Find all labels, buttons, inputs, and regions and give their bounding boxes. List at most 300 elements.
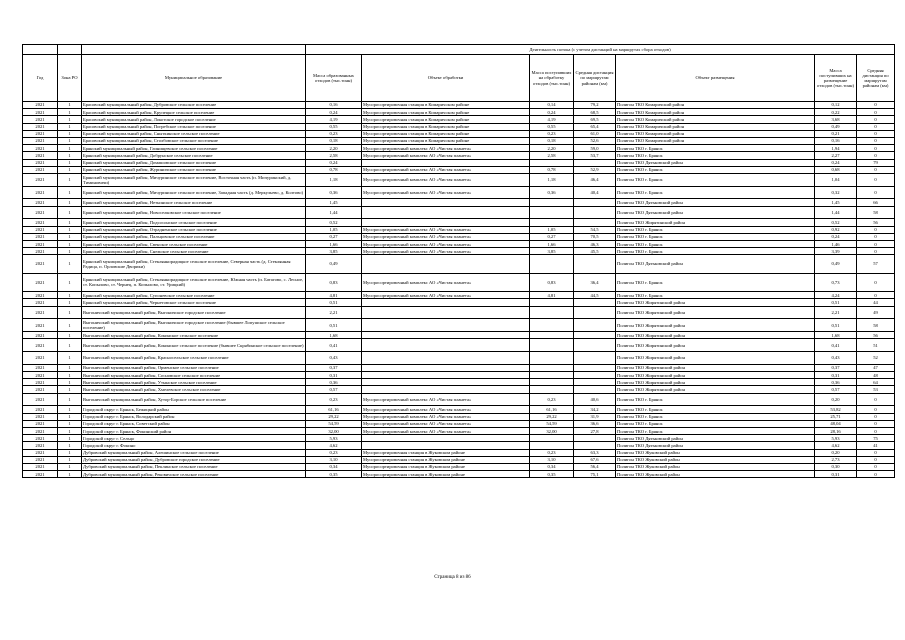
table-cell: Брянский муниципальный район, Подсосонское сельское поселение: [82, 219, 306, 226]
table-cell: 2021: [23, 352, 58, 365]
table-row: [23, 173, 895, 186]
table-row: [23, 102, 895, 109]
table-cell: [362, 442, 530, 449]
column-header: Масса поступивших на обработку отходов (тыс.тонн): [530, 55, 574, 102]
table-cell: 1: [58, 186, 82, 199]
table-cell: 1: [58, 226, 82, 233]
table-cell: [574, 435, 616, 442]
table-cell: 2021: [23, 449, 58, 456]
table-cell: 1,44: [306, 206, 362, 219]
table-cell: Мусоросортировочный комплекс АО «Чистая планета»: [362, 226, 530, 233]
table-cell: Мусоросортировочный комплекс АО «Чистая планета»: [362, 233, 530, 240]
table-cell: [574, 332, 616, 339]
table-cell: 0,55: [306, 123, 362, 130]
table-cell: 1,18: [530, 173, 574, 186]
table-cell: Мусоросортировочный комплекс АО «Чистая планета»: [362, 406, 530, 413]
table-cell: Полигон ТКО Жирятинский район: [616, 306, 815, 319]
table-cell: 0,52: [306, 219, 362, 226]
table-cell: 0,92: [815, 226, 857, 233]
table-cell: 1: [58, 130, 82, 137]
table-cell: 40,4: [574, 186, 616, 199]
table-cell: 31,9: [574, 413, 616, 420]
table-cell: Полигон ТКО г. Брянск: [616, 248, 815, 255]
table-cell: 3,85: [530, 248, 574, 255]
table-cell: 2021: [23, 145, 58, 152]
table-cell: Брянский муниципальный район, Снежское сельское поселение: [82, 248, 306, 255]
table-cell: Полигон ТКО Дятьковский район: [616, 442, 815, 449]
table-cell: 0,36: [530, 186, 574, 199]
table-cell: 0: [857, 273, 895, 291]
table-cell: 2021: [23, 420, 58, 427]
table-row: [23, 273, 895, 291]
table-cell: 0,24: [306, 109, 362, 116]
table-cell: 0,51: [306, 299, 362, 306]
table-cell: 0,51: [815, 299, 857, 306]
table-cell: 1: [58, 420, 82, 427]
table-cell: 0,37: [815, 364, 857, 371]
table-cell: 2021: [23, 109, 58, 116]
table-cell: Мусоросортировочная станция в Комаричском районе: [362, 116, 530, 123]
table-row: [23, 255, 895, 273]
table-cell: 1,68: [306, 332, 362, 339]
table-cell: 1: [58, 109, 82, 116]
table-cell: 1: [58, 173, 82, 186]
table-cell: 0,78: [306, 166, 362, 173]
table-cell: 4,24: [815, 292, 857, 299]
table-cell: 36,4: [574, 273, 616, 291]
table-cell: 1: [58, 248, 82, 255]
table-cell: 0,23: [530, 130, 574, 137]
table-cell: 1: [58, 339, 82, 352]
table-row: [23, 299, 895, 306]
table-cell: Полигон ТКО г. Брянск: [616, 186, 815, 199]
table-cell: 2021: [23, 435, 58, 442]
table-cell: 0,51: [306, 319, 362, 332]
table-cell: 0,23: [306, 449, 362, 456]
table-cell: 1,18: [306, 173, 362, 186]
table-cell: Городской округ г. Брянск, Володарский район: [82, 413, 306, 420]
table-cell: 0,22: [815, 109, 857, 116]
table-cell: Мусоросортировочный комплекс АО «Чистая планета»: [362, 292, 530, 299]
table-cell: 0,31: [815, 471, 857, 478]
table-cell: Полигон ТКО Комаричский район: [616, 109, 815, 116]
table-cell: 0: [857, 449, 895, 456]
table-cell: Мусоросортировочная станция в Комаричском районе: [362, 123, 530, 130]
table-cell: Брасовский муниципальный район, Погребское сельское поселение: [82, 123, 306, 130]
table-cell: Выгоничский муниципальный район, Утынское сельское поселение: [82, 379, 306, 386]
table-cell: Полигон ТКО г. Брянск: [616, 413, 815, 420]
table-cell: 0,27: [530, 233, 574, 240]
table-cell: 53,7: [574, 152, 616, 159]
column-header: Муниципальное образование: [82, 55, 306, 102]
table-cell: 0,18: [530, 137, 574, 144]
table-cell: 0,30: [815, 463, 857, 470]
table-row: [23, 233, 895, 240]
table-cell: 0,57: [815, 386, 857, 393]
table-cell: Мусоросортировочный комплекс АО «Чистая планета»: [362, 428, 530, 435]
table-cell: Полигон ТКО Жуковский район: [616, 449, 815, 456]
table-cell: 1: [58, 159, 82, 166]
table-cell: 2021: [23, 166, 58, 173]
table-cell: 1: [58, 137, 82, 144]
table-cell: 0,24: [530, 109, 574, 116]
table-cell: Полигон ТКО Жирятинский район: [616, 332, 815, 339]
table-cell: Полигон ТКО г. Брянск: [616, 233, 815, 240]
header-empty: [23, 45, 58, 55]
column-header: Масса образованных отходов (тыс.тонн): [306, 55, 362, 102]
table-cell: 0: [857, 241, 895, 248]
table-cell: 2021: [23, 173, 58, 186]
table-cell: 2021: [23, 306, 58, 319]
table-cell: 2021: [23, 102, 58, 109]
table-cell: Мусоросортировочная станция в Комаричском районе: [362, 137, 530, 144]
table-cell: Брянский муниципальный район, Мичуринское сельское поселение, Западная часть (д. Меркульево, д. Колтово): [82, 186, 306, 199]
table-cell: Брянский муниципальный район, Домашовское сельское поселение: [82, 159, 306, 166]
table-cell: 1,44: [815, 206, 857, 219]
table-cell: 0: [857, 116, 895, 123]
table-cell: 65,4: [574, 123, 616, 130]
table-cell: Брянский муниципальный район, Глинищевское сельское поселение: [82, 145, 306, 152]
table-cell: 3,39: [815, 248, 857, 255]
table-row: [23, 206, 895, 219]
table-cell: 0,49: [815, 123, 857, 130]
table-cell: [362, 319, 530, 332]
table-cell: [362, 379, 530, 386]
table-cell: 59,0: [574, 145, 616, 152]
table-cell: [530, 364, 574, 371]
column-header: Объект размещения: [616, 55, 815, 102]
table-cell: Полигон ТКО Дятьковский район: [616, 255, 815, 273]
table-cell: 49: [857, 306, 895, 319]
table-cell: 75: [857, 435, 895, 442]
table-cell: 1: [58, 456, 82, 463]
table-row: [23, 241, 895, 248]
table-cell: Полигон ТКО г. Брянск: [616, 428, 815, 435]
table-row: [23, 130, 895, 137]
header-empty: [58, 45, 82, 55]
table-cell: 0,55: [530, 123, 574, 130]
table-cell: [574, 442, 616, 449]
table-cell: Брянский муниципальный район, Отрадненское сельское поселение: [82, 226, 306, 233]
table-cell: 0: [857, 102, 895, 109]
column-header: Средняя дистанция по маршрутам районам (км): [574, 55, 616, 102]
table-cell: 0: [857, 186, 895, 199]
table-cell: 1: [58, 332, 82, 339]
table-cell: 28,16: [815, 428, 857, 435]
table-cell: 79: [857, 159, 895, 166]
table-cell: 0,21: [815, 130, 857, 137]
table-cell: 2,27: [815, 152, 857, 159]
table-cell: Полигон ТКО г. Брянск: [616, 166, 815, 173]
table-cell: 0,51: [815, 319, 857, 332]
table-row: [23, 456, 895, 463]
table-cell: 57: [857, 255, 895, 273]
table-cell: 2021: [23, 339, 58, 352]
table-cell: 4,81: [306, 292, 362, 299]
table-cell: 2021: [23, 406, 58, 413]
table-cell: 4,19: [306, 116, 362, 123]
table-cell: 5,93: [306, 435, 362, 442]
table-cell: 52,6: [574, 137, 616, 144]
table-cell: Полигон ТКО Жирятинский район: [616, 299, 815, 306]
table-cell: 0,23: [306, 393, 362, 406]
table-cell: Полигон ТКО Дятьковский район: [616, 199, 815, 206]
table-cell: [530, 255, 574, 273]
table-cell: Мусоросортировочный комплекс АО «Чистая планета»: [362, 248, 530, 255]
table-cell: Мусоросортировочный комплекс АО «Чистая планета»: [362, 413, 530, 420]
table-cell: [574, 372, 616, 379]
table-cell: 2021: [23, 241, 58, 248]
table-cell: Полигон ТКО г. Брянск: [616, 241, 815, 248]
table-cell: 0,52: [815, 219, 857, 226]
table-cell: 75,1: [574, 471, 616, 478]
table-cell: 2021: [23, 273, 58, 291]
table-cell: 0,31: [306, 372, 362, 379]
table-cell: [530, 352, 574, 365]
table-cell: 48,04: [815, 420, 857, 427]
table-cell: Дубровский муниципальный район, Дубровское городское поселение: [82, 456, 306, 463]
table-cell: 1,46: [815, 241, 857, 248]
table-cell: Брянский муниципальный район, Мичуринское сельское поселение, Восточная часть (п. Мичуринский, д. Тиминовичи): [82, 173, 306, 186]
table-cell: [362, 159, 530, 166]
table-cell: Мусоросортировочная станция в Комаричском районе: [362, 130, 530, 137]
waste-flow-table: [22, 44, 895, 478]
table-cell: 2021: [23, 248, 58, 255]
table-cell: 1: [58, 449, 82, 456]
table-cell: 54,59: [306, 420, 362, 427]
table-cell: 2021: [23, 471, 58, 478]
table-cell: 61,16: [306, 406, 362, 413]
table-row: [23, 379, 895, 386]
table-cell: 2021: [23, 123, 58, 130]
table-cell: 0,37: [306, 364, 362, 371]
table-cell: 4,19: [530, 116, 574, 123]
table-cell: [574, 199, 616, 206]
table-cell: Полигон ТКО г. Брянск: [616, 145, 815, 152]
table-cell: [362, 306, 530, 319]
table-cell: [574, 364, 616, 371]
table-cell: Полигон ТКО Жирятинский район: [616, 352, 815, 365]
table-cell: 0: [857, 413, 895, 420]
table-cell: 56,4: [574, 463, 616, 470]
table-cell: Мусоросортировочный комплекс АО «Чистая планета»: [362, 186, 530, 199]
table-cell: Выгоничский муниципальный район, Кокинское сельское поселение (бывшее Скрябинское сельское поселение): [82, 339, 306, 352]
table-cell: Брянский муниципальный район, Свенское сельское поселение: [82, 241, 306, 248]
table-cell: Полигон ТКО Жирятинский район: [616, 219, 815, 226]
table-cell: Полигон ТКО Жуковский район: [616, 456, 815, 463]
table-cell: 1: [58, 299, 82, 306]
table-row: [23, 166, 895, 173]
column-header: Зона РО: [58, 55, 82, 102]
table-cell: 2,20: [530, 145, 574, 152]
table-cell: Брянский муниципальный район, Новоселковское сельское поселение: [82, 206, 306, 219]
table-cell: [530, 379, 574, 386]
table-cell: [362, 199, 530, 206]
table-cell: 56: [857, 332, 895, 339]
table-cell: Выгоничский муниципальный район, Хутор-Борское сельское поселение: [82, 393, 306, 406]
table-cell: 79,2: [574, 102, 616, 109]
table-cell: [574, 206, 616, 219]
table-row: [23, 332, 895, 339]
table-cell: Выгоничский муниципальный район, Хмелевское сельское поселение: [82, 386, 306, 393]
column-header: Масса поступивших на размещение отходов (тыс.тонн): [815, 55, 857, 102]
table-cell: 25,71: [815, 413, 857, 420]
table-cell: Брасовский муниципальный район, Локотское городское поселение: [82, 116, 306, 123]
table-cell: 1: [58, 442, 82, 449]
table-cell: Выгоничский муниципальный район, Орменское сельское поселение: [82, 364, 306, 371]
table-cell: [530, 159, 574, 166]
table-cell: 47: [857, 364, 895, 371]
table-cell: 0,36: [815, 379, 857, 386]
table-cell: 69,5: [574, 116, 616, 123]
table-cell: 2021: [23, 116, 58, 123]
table-cell: Мусоросортировочная станция в Комаричском районе: [362, 109, 530, 116]
table-cell: 0,73: [815, 273, 857, 291]
table-cell: 2021: [23, 372, 58, 379]
table-cell: [574, 299, 616, 306]
table-cell: Брасовский муниципальный район, Крупецкое сельское поселение: [82, 109, 306, 116]
table-cell: 1,45: [815, 199, 857, 206]
table-cell: 2021: [23, 130, 58, 137]
table-cell: 0,24: [815, 159, 857, 166]
table-row: [23, 435, 895, 442]
table-cell: Городской округ г. Фокино: [82, 442, 306, 449]
table-cell: 46,4: [574, 173, 616, 186]
table-row: [23, 420, 895, 427]
table-cell: Брасовский муниципальный район, Столбовское сельское поселение: [82, 137, 306, 144]
table-cell: 2,21: [815, 306, 857, 319]
table-cell: [362, 206, 530, 219]
table-cell: [530, 435, 574, 442]
table-cell: [362, 372, 530, 379]
table-cell: 61,16: [530, 406, 574, 413]
table-cell: Брянский муниципальный район, Пальцовское сельское поселение: [82, 233, 306, 240]
table-cell: 1: [58, 145, 82, 152]
table-cell: 1: [58, 319, 82, 332]
table-cell: 32,00: [530, 428, 574, 435]
table-cell: Городской округ г. Брянск, Бежицкий район: [82, 406, 306, 413]
table-cell: 68,5: [574, 109, 616, 116]
table-cell: 1: [58, 233, 82, 240]
table-row: [23, 339, 895, 352]
table-cell: 0,36: [306, 379, 362, 386]
table-row: [23, 413, 895, 420]
table-cell: 4,62: [815, 442, 857, 449]
table-cell: 1: [58, 219, 82, 226]
table-cell: 2021: [23, 332, 58, 339]
table-row: [23, 449, 895, 456]
table-cell: 2021: [23, 463, 58, 470]
table-cell: Брасовский муниципальный район, Дубровское сельское поселение: [82, 102, 306, 109]
table-cell: 1: [58, 364, 82, 371]
table-cell: 0: [857, 166, 895, 173]
table-cell: Мусоросортировочная станция в Жуковском районе: [362, 463, 530, 470]
column-header: Год: [23, 55, 58, 102]
table-row: [23, 319, 895, 332]
table-cell: 2021: [23, 442, 58, 449]
table-cell: 0,41: [306, 339, 362, 352]
table-cell: [530, 339, 574, 352]
table-cell: Мусоросортировочный комплекс АО «Чистая планета»: [362, 241, 530, 248]
table-cell: 5,93: [815, 435, 857, 442]
table-cell: 1: [58, 413, 82, 420]
table-cell: [530, 442, 574, 449]
table-cell: 1,05: [306, 226, 362, 233]
table-cell: 1: [58, 352, 82, 365]
table-row: [23, 386, 895, 393]
table-cell: 0: [857, 145, 895, 152]
table-cell: [574, 386, 616, 393]
table-cell: Полигон ТКО Комаричский район: [616, 102, 815, 109]
table-cell: 2,21: [306, 306, 362, 319]
table-cell: 29,22: [306, 413, 362, 420]
table-cell: [574, 159, 616, 166]
table-cell: Полигон ТКО Дятьковский район: [616, 206, 815, 219]
table-cell: 1: [58, 241, 82, 248]
table-cell: 1: [58, 386, 82, 393]
table-row: [23, 352, 895, 365]
table-cell: 0,83: [306, 273, 362, 291]
table-cell: 0: [857, 123, 895, 130]
table-cell: 1: [58, 372, 82, 379]
table-cell: 52: [857, 352, 895, 365]
table-cell: Мусоросортировочная станция в Жуковском районе: [362, 456, 530, 463]
table-cell: [530, 372, 574, 379]
table-cell: 2021: [23, 413, 58, 420]
table-row: [23, 372, 895, 379]
table-cell: Полигон ТКО Жирятинский район: [616, 379, 815, 386]
table-cell: 1: [58, 292, 82, 299]
table-cell: Полигон ТКО г. Брянск: [616, 226, 815, 233]
table-cell: 3,85: [306, 248, 362, 255]
table-cell: 0: [857, 226, 895, 233]
table-row: [23, 109, 895, 116]
table-row: [23, 123, 895, 130]
table-cell: [362, 299, 530, 306]
table-cell: Брянский муниципальный район, Стекляннорадицкое сельское поселение, Северная часть (д. Стеклянная Радица, п. Орловские Дворики): [82, 255, 306, 273]
table-cell: Городской округ г. Брянск, Советский район: [82, 420, 306, 427]
table-row: [23, 393, 895, 406]
table-cell: [574, 339, 616, 352]
table-cell: Брянский муниципальный район, Стекляннорадицкое сельское поселение, Южная часть (п. Батагово, с. Лесное, ст. Копылово, ст. Чернец, п. Копылово, ст. Урицкий): [82, 273, 306, 291]
table-cell: Городской округ г. Брянск, Фокинский район: [82, 428, 306, 435]
table-cell: Полигон ТКО г. Брянск: [616, 292, 815, 299]
table-cell: 29,22: [530, 413, 574, 420]
table-cell: 2021: [23, 152, 58, 159]
table-cell: 0: [857, 393, 895, 406]
table-cell: 3,68: [815, 116, 857, 123]
table-cell: [362, 339, 530, 352]
table-cell: 54,5: [574, 226, 616, 233]
table-cell: Дубровский муниципальный район, Пеклинское сельское поселение: [82, 463, 306, 470]
table-cell: 27,8: [574, 428, 616, 435]
table-row: [23, 406, 895, 413]
table-row: [23, 145, 895, 152]
table-cell: 2,58: [530, 152, 574, 159]
table-cell: 0,49: [306, 255, 362, 273]
table-cell: 0,23: [530, 449, 574, 456]
table-cell: 3,10: [530, 456, 574, 463]
table-row: [23, 226, 895, 233]
table-cell: 40,6: [574, 393, 616, 406]
table-cell: 2021: [23, 428, 58, 435]
table-cell: 2021: [23, 137, 58, 144]
table-cell: [574, 255, 616, 273]
table-cell: 0,18: [306, 137, 362, 144]
table-cell: 67,6: [574, 456, 616, 463]
table-cell: 0,23: [306, 130, 362, 137]
table-cell: Брянский муниципальный район, Супоневское сельское поселение: [82, 292, 306, 299]
